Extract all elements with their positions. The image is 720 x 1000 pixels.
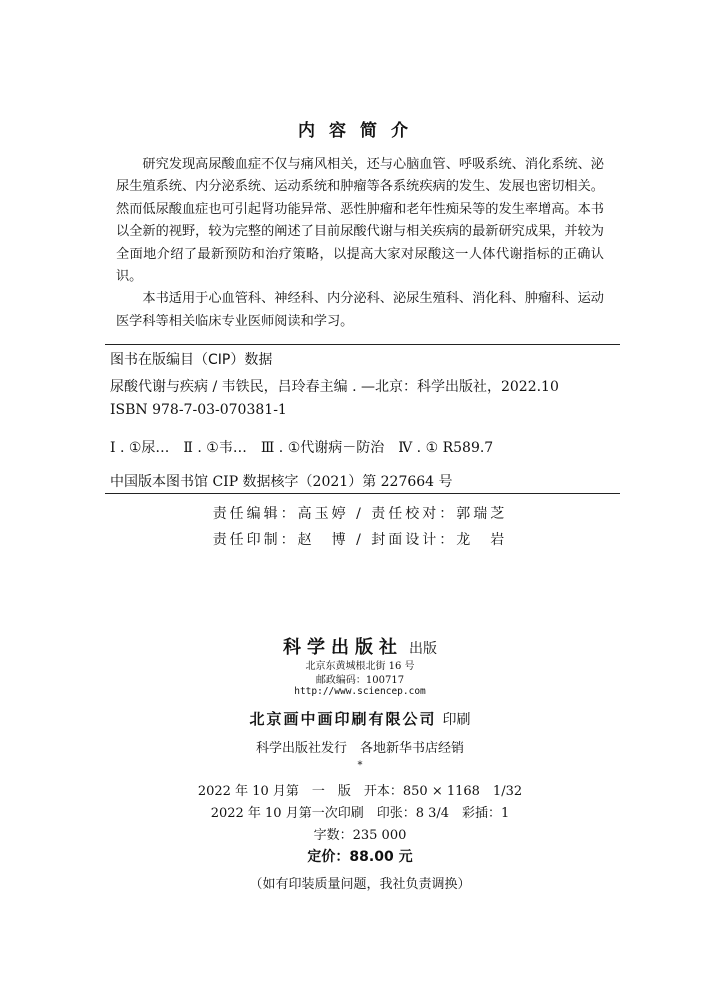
printer-line — [0, 708, 720, 729]
separator-star: * — [357, 760, 363, 771]
staff-line-2: 责任印制：赵 博 / 封面设计：龙 岩 — [212, 532, 508, 548]
cip-bottom-rule — [105, 493, 620, 494]
cip-heading: 图书在版编目（CIP）数据 — [110, 352, 273, 368]
printer-logo-text: 北京画中画印刷有限公司 — [249, 710, 437, 728]
price: 定价：88.00 元 — [307, 849, 413, 865]
publisher-postcode: 邮政编码：100717 — [315, 675, 405, 686]
cip-top-rule — [105, 344, 620, 345]
staff-line-1: 责任编辑：高玉婷 / 责任校对：郭瑞芝 — [212, 506, 508, 522]
publisher-logo-text: 科学出版社 — [283, 637, 403, 658]
edition-line-1: 2022 年 10 月第 一 版 开本：850 × 1168 1/32 — [197, 784, 523, 799]
distribution-line: 科学出版社发行 各地新华书店经销 — [255, 741, 464, 756]
printer-suffix: 印刷 — [442, 712, 471, 728]
cip-book-line: 尿酸代谢与疾病 / 韦铁民，吕玲春主编 . —北京：科学出版社，2022.10 — [110, 379, 559, 395]
publisher-line — [0, 633, 720, 659]
edition-line-2: 2022 年 10 月第一次印刷 印张：8 3/4 彩插：1 — [210, 806, 510, 821]
intro-title: 内容简介 — [298, 121, 422, 141]
cip-isbn: ISBN 978-7-03-070381-1 — [110, 402, 287, 418]
publisher-url: http://www.sciencep.com — [294, 686, 426, 697]
cip-classification: Ⅰ . ①尿… Ⅱ . ①韦… Ⅲ . ①代谢病－防治 Ⅳ . ① R589.7 — [110, 440, 494, 456]
quality-notice: （如有印装质量问题，我社负责调换） — [249, 877, 471, 892]
intro-paragraph-2: 本书适用于心血管科、神经科、内分泌科、泌尿生殖科、消化科、肿瘤科、运动医学科等相关临床专业医师阅读和学习。 — [116, 291, 604, 329]
intro-paragraph-1: 研究发现高尿酸血症不仅与痛风相关，还与心脑血管、呼吸系统、消化系统、泌尿生殖系统、内分泌系统、运动系统和肿瘤等各系统疾病的发生、发展也密切相关。然而低尿酸血症也可引起肾功能异常、恶性肿瘤和老年性痴呆等的发生率增高。本书以全新的视野，较为完整的阐述了目前尿酸代谢与相关疾病的最新研究成果，并较为全面地介绍了最新预防和治疗策略，以提高大家对尿酸这一人体代谢指标的正确认识。 — [116, 157, 604, 285]
intro-body — [116, 154, 604, 333]
cip-record-number: 中国版本图书馆 CIP 数据核字（2021）第 227664 号 — [110, 474, 453, 490]
publisher-address: 北京东黄城根北街 16 号 — [305, 661, 415, 672]
word-count: 字数：235 000 — [313, 828, 407, 843]
publisher-suffix: 出版 — [409, 641, 437, 657]
